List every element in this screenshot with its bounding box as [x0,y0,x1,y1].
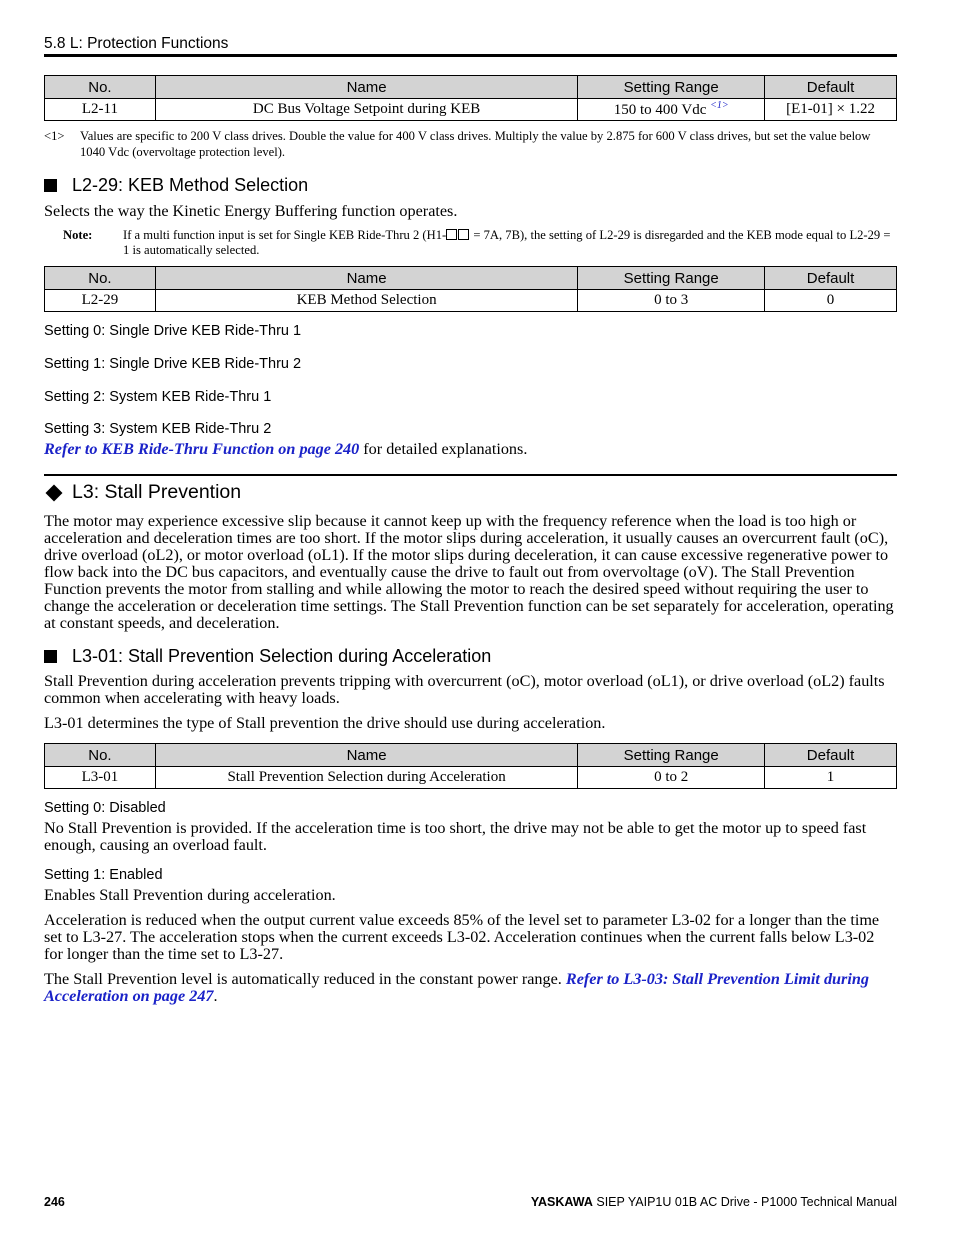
heading-text: L3-01: Stall Prevention Selection during Acceleration [72,646,492,666]
l3-01-setting-0-heading: Setting 0: Disabled [44,800,166,816]
setting-3-heading: Setting 3: System KEB Ride-Thru 2 [44,421,272,437]
col-header-default: Default [765,76,897,99]
l3-01-setting-0-text: No Stall Prevention is provided. If the acceleration time is too short, the drive may not be able to get the motor up to speed fast enough, causing an overload fault. [44,819,867,854]
cell-no: L2-29 [45,290,156,312]
col-header-range: Setting Range [578,267,765,290]
table-header-row [45,267,897,290]
l3-01-paragraph-1: Stall Prevention during acceleration prevents tripping with overcurrent (oC), motor overload (oL1), or drive overload (oL2) faults common when accelerating with heavy loads. [44,672,885,707]
heading-l2-29 [44,175,308,196]
setting-2-heading: Setting 2: System KEB Ride-Thru 1 [44,389,272,405]
diamond-bullet-icon [46,484,63,501]
param-table-l2-11 [44,75,897,121]
placeholder-box-icon [458,229,469,240]
footnote [44,128,897,160]
header-rule [44,54,897,57]
l3-03-ref-link[interactable]: Refer to L3-03: Stall Prevention Limit during Acceleration on page 247 [44,970,869,1005]
table-row [45,290,897,312]
table-header-row [45,76,897,99]
col-header-range: Setting Range [578,76,765,99]
l3-01-setting-1-text-1: Enables Stall Prevention during acceleration. [44,886,336,904]
l3-01-paragraph-2: L3-01 determines the type of Stall prevention the drive should use during acceleration. [44,714,606,732]
note-block [63,228,897,258]
param-table-l3-01 [44,743,897,789]
square-bullet-icon [44,650,57,663]
keb-ref-link[interactable]: Refer to KEB Ride-Thru Function on page 240 [44,440,360,458]
footer-brand: YASKAWA [530,1195,593,1209]
placeholder-box-icon [446,229,457,240]
heading-text: L3: Stall Prevention [72,481,242,503]
col-header-no: No. [45,267,156,290]
cell-default: [E1-01] × 1.22 [765,99,897,121]
col-header-name: Name [155,744,577,767]
col-header-default: Default [765,744,897,767]
col-header-no: No. [45,76,156,99]
col-header-default: Default [765,267,897,290]
col-header-no: No. [45,744,156,767]
note-text: If a multi function input is set for Single KEB Ride-Thru 2 (H1- = 7A, 7B), the setting of L2-29 is disregarded and the KEB mode equal to L2-29 = 1 is automatically selected. [123,228,891,257]
footnote-ref-link[interactable]: <1> [710,100,729,111]
cell-range [578,99,765,121]
footnote-text: Values are specific to 200 V class drives. Double the value for 400 V class drives. Multiply the value by 2.875 for 600 V class drives, but set the value below 1040 Vdc (overvoltage protection level). [80,129,871,159]
l3-intro-paragraph: The motor may experience excessive slip because it cannot keep up with the frequency reference when the load is too high or acceleration and deceleration times are too short. If the motor slips during acceleration, it usually causes an overcurrent fault (oC), drive overload (oL2), or motor overload (oL1). If the motor slips during deceleration, it can cause excessive regenerative power to flow back into the DC bus capacitors, and eventually cause the drive to fault out from overvoltage (oV). The Stall Prevention Function prevents the motor from stalling and while allowing the motor to reach the desired speed without requiring the user to change the acceleration or deceleration time settings. The Stall Prevention function can be set separately for acceleration, operating at constant speeds, and deceleration. [44,512,894,632]
section-rule [44,474,897,476]
heading-l3 [44,481,241,504]
footnote-mark: <1> [44,129,65,143]
section-header: 5.8 L: Protection Functions [44,35,229,52]
cell-name: Stall Prevention Selection during Acceleration [155,767,577,789]
setting-1-heading: Setting 1: Single Drive KEB Ride-Thru 2 [44,356,302,372]
page-number: 246 [44,1195,65,1209]
cell-no: L2-11 [45,99,156,121]
cell-range: 0 to 3 [578,290,765,312]
square-bullet-icon [44,179,57,192]
footer-manual-title: YASKAWA SIEP YAIP1U 01B AC Drive - P1000 Technical Manual [530,1195,897,1209]
heading-text: L2-29: KEB Method Selection [72,175,309,195]
l3-01-setting-1-text-2: Acceleration is reduced when the output current value exceeds 85% of the level set to parameter L3-02 for a longer than the time set to L3-27. The acceleration stops when the current exceeds L3-02. Acceleration continues when the current falls below L3-02 for longer than the time set to L3-27. [44,911,880,963]
table-row [45,767,897,789]
table-header-row [45,744,897,767]
param-table-l2-29 [44,266,897,312]
cell-no: L3-01 [45,767,156,789]
cell-default: 0 [765,290,897,312]
keb-ref-paragraph: Refer to KEB Ride-Thru Function on page 240 for detailed explanations. [44,440,528,458]
cell-range: 0 to 2 [578,767,765,789]
col-header-range: Setting Range [578,744,765,767]
col-header-name: Name [155,76,577,99]
l3-01-setting-1-heading: Setting 1: Enabled [44,867,163,883]
cell-name: DC Bus Voltage Setpoint during KEB [155,99,577,121]
cell-default: 1 [765,767,897,789]
cell-name: KEB Method Selection [155,290,577,312]
l2-29-intro: Selects the way the Kinetic Energy Buffering function operates. [44,202,458,220]
l3-01-setting-1-text-3: The Stall Prevention level is automatically reduced in the constant power range. Refer to L3-03: Stall Prevention Limit during Acceleration on page 247. [44,970,869,1005]
heading-l3-01 [44,646,491,667]
note-label: Note: [63,228,93,242]
range-value: 150 to 400 Vdc [613,102,707,118]
table-row [45,99,897,121]
setting-0-heading: Setting 0: Single Drive KEB Ride-Thru 1 [44,323,302,339]
col-header-name: Name [155,267,577,290]
